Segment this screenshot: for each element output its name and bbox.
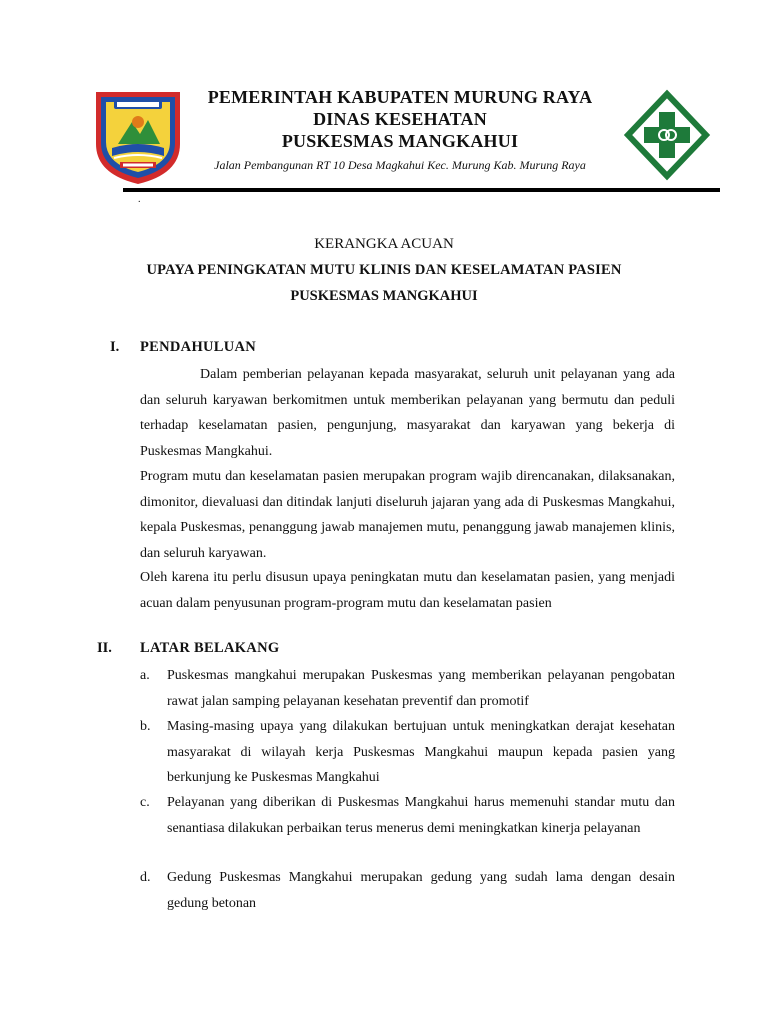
document-subtitle: PUSKESMAS MANGKAHUI xyxy=(290,288,478,304)
regency-crest-icon xyxy=(92,86,184,186)
list-item xyxy=(140,865,675,916)
letterhead-divider xyxy=(123,188,720,192)
document-type: KERANGKA ACUAN xyxy=(314,236,454,252)
paragraph: Oleh karena itu perlu disusun upaya peningkatan mutu dan keselamatan pasien, yang menjadi acuan dalam penyusunan program-program mutu dan keselamatan pasien xyxy=(140,570,675,611)
stray-dot: . xyxy=(138,194,141,205)
document-title: UPAYA PENINGKATAN MUTU KLINIS DAN KESELAMATAN PASIEN xyxy=(146,262,622,278)
list-item xyxy=(140,663,675,714)
letterhead-text xyxy=(185,86,615,174)
department-name: DINAS KESEHATAN xyxy=(313,109,487,129)
clinic-name: PUSKESMAS MANGKAHUI xyxy=(281,131,519,151)
list-marker: c. xyxy=(140,795,150,810)
section-number: II. xyxy=(97,640,112,656)
section-heading: LATAR BELAKANG xyxy=(140,640,280,656)
list-item-text: Puskesmas mangkahui merupakan Puskesmas yang memberikan pelayanan pengobatan rawat jalan samping pelayanan kesehatan preventif dan promotif xyxy=(167,668,675,709)
list-item xyxy=(140,790,675,841)
government-name: PEMERINTAH KABUPATEN MURUNG RAYA xyxy=(207,87,593,107)
list-item-text: Masing-masing upaya yang dilakukan bertujuan untuk meningkatkan derajat kesehatan masyarakat di wilayah kerja Puskesmas Mangkahui maupun kepada pasien yang berkunjung ke Puskesmas Mangkahui xyxy=(167,719,675,785)
puskesmas-green-cross-icon xyxy=(622,88,712,182)
list-item-text: Gedung Puskesmas Mangkahui merupakan gedung yang sudah lama dengan desain gedung betonan xyxy=(167,870,675,911)
paragraph: Program mutu dan keselamatan pasien merupakan program wajib direncanakan, dilaksanakan, dimonitor, dievaluasi dan ditindak lanjuti diseluruh jajaran yang ada di Puskesmas Mangkahui, kepala Puskesmas, penanggung jawab manajemen mutu, penanggung jawab manajemen klinis, dan seluruh karyawan. xyxy=(140,469,675,561)
list-item xyxy=(140,714,675,791)
section-heading: PENDAHULUAN xyxy=(140,339,257,355)
list-item-text: Pelayanan yang diberikan di Puskesmas Mangkahui harus memenuhi standar mutu dan senantiasa dilakukan perbaikan terus menerus demi meningkatkan kinerja pelayanan xyxy=(167,795,675,836)
list-marker: a. xyxy=(140,668,150,683)
clinic-address: Jalan Pembangunan RT 10 Desa Magkahui Kec. Murung Kab. Murung Raya xyxy=(214,158,586,172)
section-number: I. xyxy=(110,339,120,355)
letterhead xyxy=(0,0,768,205)
list-marker: d. xyxy=(140,870,151,885)
paragraph: Dalam pemberian pelayanan kepada masyarakat, seluruh unit pelayanan yang ada dan seluruh karyawan berkomitmen untuk memberikan pelayanan yang bermutu dan peduli terhadap keselamatan pasien, pengunjung, masyarakat dan karyawan yang bekerja di Puskesmas Mangkahui. xyxy=(140,367,675,459)
list-marker: b. xyxy=(140,719,151,734)
